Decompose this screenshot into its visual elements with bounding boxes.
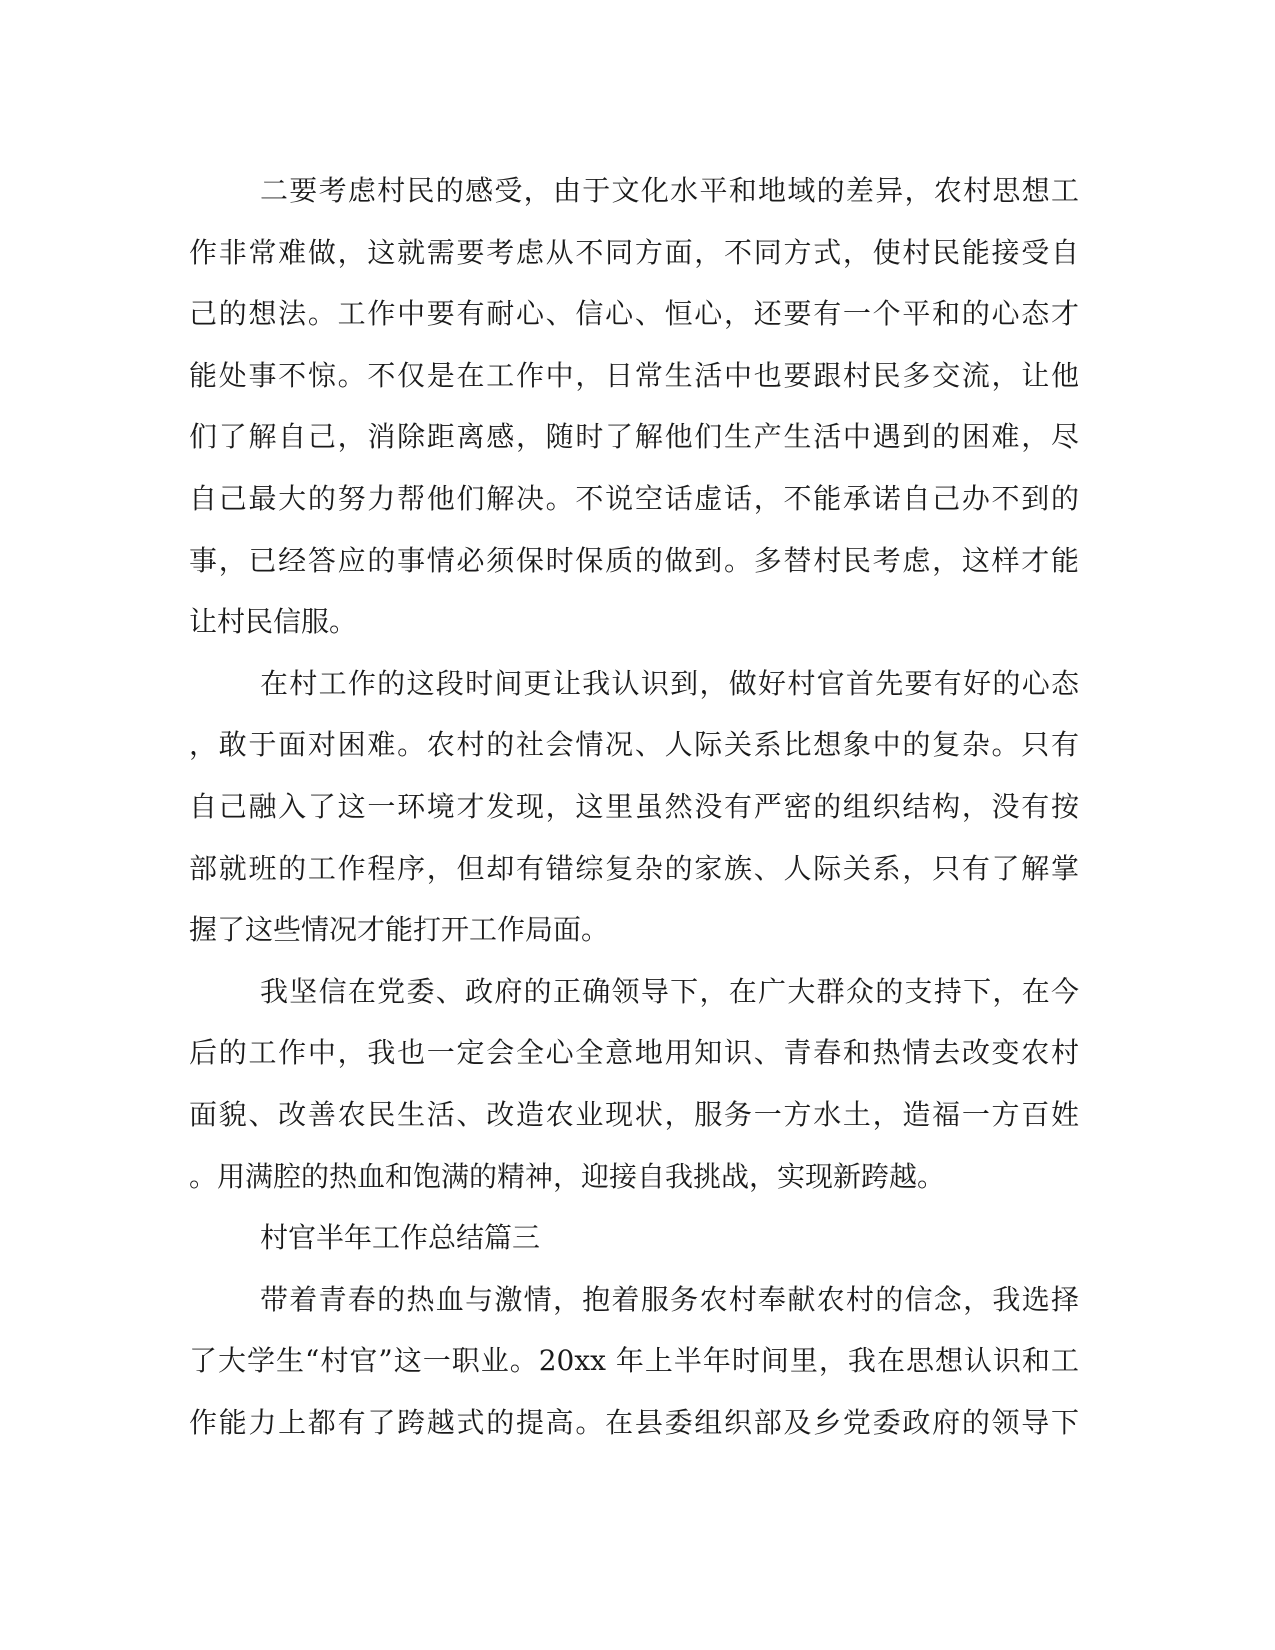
- text-line: 二要考虑村民的感受，由于文化水平和地域的差异，农村思想工: [260, 174, 1079, 207]
- text-line: 。用满腔的热血和饱满的精神，迎接自我挑战，实现新跨越。: [189, 1159, 946, 1193]
- paragraph-intro-part-three: [189, 1269, 1079, 1454]
- text-line: 作非常难做，这就需要考虑从不同方面，不同方式，使村民能接受自: [189, 235, 1079, 269]
- paragraph-villager-feelings: [189, 160, 1079, 653]
- text-line: ，敢于面对困难。农村的社会情况、人际关系比想象中的复杂。只有: [189, 728, 1079, 762]
- paragraph-confidence: [189, 961, 1079, 1207]
- text-line: 在村工作的这段时间更让我认识到，做好村官首先要有好的心态: [260, 666, 1079, 700]
- section-title: 村官半年工作总结篇三: [260, 1221, 541, 1255]
- text-line: 让村民信服。: [189, 605, 358, 639]
- text-line: 己的想法。工作中要有耐心、信心、恒心，还要有一个平和的心态才: [189, 297, 1079, 331]
- document-body: [189, 160, 1079, 1453]
- text-line: 部就班的工作程序，但却有错综复杂的家族、人际关系，只有了解掌: [189, 851, 1079, 885]
- text-line: 自己融入了这一环境才发现，这里虽然没有严密的组织结构，没有按: [189, 789, 1079, 823]
- text-line: 了大学生“村官”这一职业。20xx 年上半年时间里，我在思想认识和工: [189, 1344, 1079, 1378]
- text-line: 带着青春的热血与激情，抱着服务农村奉献农村的信念，我选择: [260, 1282, 1079, 1316]
- paragraph-good-attitude: [189, 653, 1079, 961]
- text-line: 面貌、改善农民生活、改造农业现状，服务一方水土，造福一方百姓: [189, 1097, 1079, 1131]
- text-line: 能处事不惊。不仅是在工作中，日常生活中也要跟村民多交流，让他: [189, 358, 1079, 392]
- text-line: 我坚信在党委、政府的正确领导下，在广大群众的支持下，在今: [260, 974, 1079, 1008]
- text-line: 事，已经答应的事情必须保时保质的做到。多替村民考虑，这样才能: [189, 543, 1079, 577]
- section-heading: [189, 1207, 1079, 1269]
- text-line: 自己最大的努力帮他们解决。不说空话虚话，不能承诺自己办不到的: [189, 481, 1079, 515]
- text-line: 握了这些情况才能打开工作局面。: [189, 913, 610, 947]
- text-line: 作能力上都有了跨越式的提高。在县委组织部及乡党委政府的领导下: [189, 1405, 1079, 1439]
- text-line: 们了解自己，消除距离感，随时了解他们生产生活中遇到的困难，尽: [189, 420, 1079, 454]
- text-line: 后的工作中，我也一定会全心全意地用知识、青春和热情去改变农村: [189, 1036, 1079, 1070]
